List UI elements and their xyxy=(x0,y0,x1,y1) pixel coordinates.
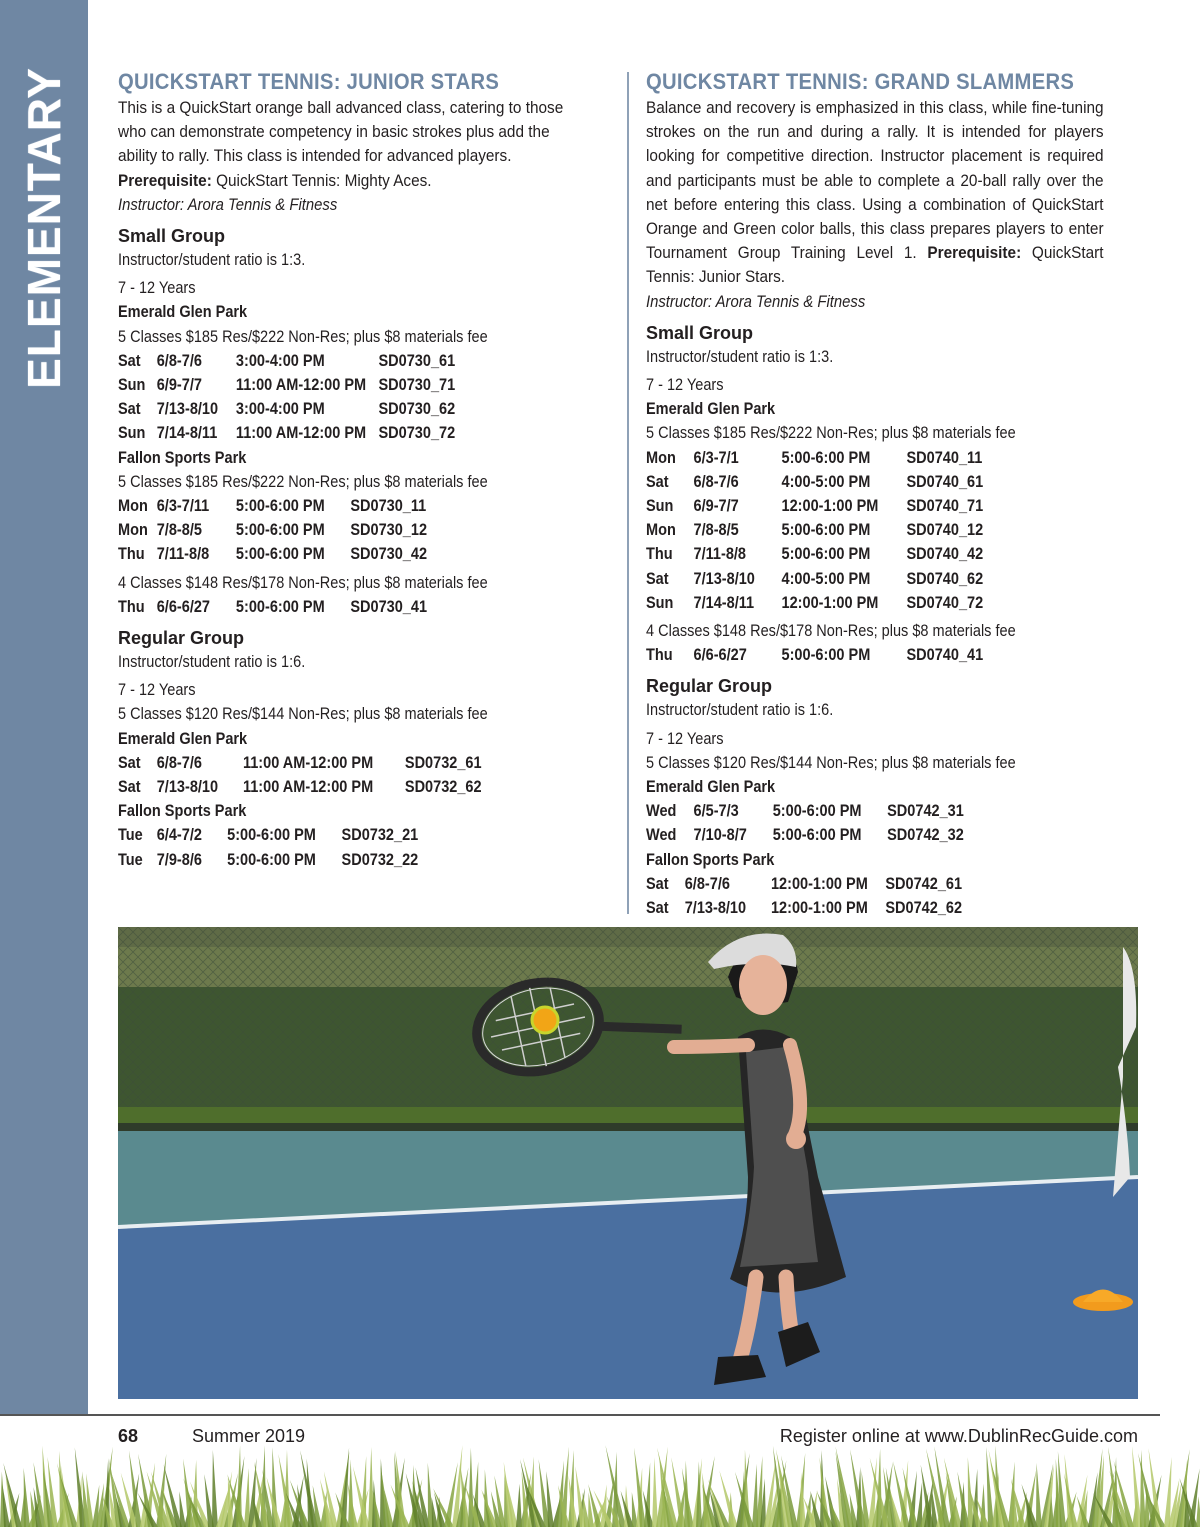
schedule-row xyxy=(646,896,1079,920)
schedule-dates: 7/11-8/8 xyxy=(156,545,210,564)
schedule-time: 12:00-1:00 PM xyxy=(781,593,879,612)
class-title: QUICKSTART TENNIS: JUNIOR STARS xyxy=(118,69,500,94)
schedule-dates: 6/8-7/6 xyxy=(693,472,739,491)
schedule-row xyxy=(118,397,558,421)
schedule-time: 4:00-5:00 PM xyxy=(781,472,871,491)
schedule-time: 5:00-6:00 PM xyxy=(781,448,871,467)
column-divider xyxy=(627,72,629,914)
schedule-day: Thu xyxy=(646,646,673,665)
age-range: 7 - 12 Years xyxy=(118,279,196,298)
schedule-row xyxy=(646,470,1079,494)
schedule-course-code: SD0732_22 xyxy=(341,850,419,869)
schedule-day: Sat xyxy=(646,874,669,893)
schedule-table xyxy=(118,751,618,799)
schedule-course-code: SD0740_71 xyxy=(906,497,984,516)
schedule-time: 5:00-6:00 PM xyxy=(235,545,325,564)
schedule-course-code: SD0730_61 xyxy=(378,351,456,370)
schedule-day: Sat xyxy=(118,777,141,796)
schedule-dates: 7/13-8/10 xyxy=(693,569,755,588)
schedule-dates: 6/9-7/7 xyxy=(156,376,202,395)
schedule-time: 12:00-1:00 PM xyxy=(770,898,868,917)
schedule-time: 5:00-6:00 PM xyxy=(227,826,316,845)
schedule-course-code: SD0742_31 xyxy=(887,802,964,821)
schedule-dates: 7/14-8/11 xyxy=(156,424,218,443)
schedule-course-code: SD0742_32 xyxy=(887,826,964,845)
schedule-dates: 7/13-8/10 xyxy=(156,400,219,419)
schedule-time: 12:00-1:00 PM xyxy=(781,497,879,516)
section-sidebar xyxy=(0,0,88,1415)
park-name: Emerald Glen Park xyxy=(118,303,248,322)
schedule-row xyxy=(118,349,558,373)
schedule-row xyxy=(646,567,1079,591)
park-name: Emerald Glen Park xyxy=(646,400,776,419)
schedule-course-code: SD0740_42 xyxy=(906,545,984,564)
price-line: 5 Classes $120 Res/$144 Non-Res; plus $8 materials fee xyxy=(118,705,488,724)
schedule-time: 11:00 AM-12:00 PM xyxy=(242,777,374,796)
grass-decoration xyxy=(0,1445,1200,1527)
schedule-day: Wed xyxy=(646,826,677,845)
schedule-row xyxy=(118,848,558,872)
schedule-dates: 7/8-8/5 xyxy=(156,521,202,540)
price-line: 4 Classes $148 Res/$178 Non-Res; plus $8 materials fee xyxy=(118,573,488,592)
schedule-dates: 7/13-8/10 xyxy=(684,898,747,917)
season-label: Summer 2019 xyxy=(192,1426,306,1446)
park-name: Fallon Sports Park xyxy=(118,448,247,467)
prerequisite-label: Prerequisite: xyxy=(927,244,1022,263)
schedule-course-code: SD0730_42 xyxy=(350,545,428,564)
schedule-row xyxy=(646,823,1079,847)
regular-group-heading: Regular Group xyxy=(118,627,245,648)
junior-stars-column xyxy=(118,68,618,872)
ratio-text: Instructor/student ratio is 1:3. xyxy=(118,251,306,270)
schedule-row xyxy=(118,542,558,566)
schedule-table xyxy=(646,643,1138,667)
description-text: This is a QuickStart orange ball advanced class, catering to those who can demonstrate competency in basic strokes plus add the ability to rally. This class is intended for advanced players. xyxy=(118,99,564,166)
schedule-row xyxy=(646,494,1079,518)
description-text: Balance and recovery is emphasized in this class, while fine-tuning strokes on the run and during a rally. It is intended for players looking for competitive direction. Instructor placement is required and participants must be able to complete a 20-ball rally over the net before entering this class. Using a combination of QuickStart Orange and Green color balls, this class prepares players to enter Tournament Group Training Level 1. xyxy=(646,99,1104,263)
class-description xyxy=(646,96,1104,290)
schedule-course-code: SD0732_21 xyxy=(341,826,419,845)
schedule-time: 4:00-5:00 PM xyxy=(781,569,871,588)
schedule-time: 5:00-6:00 PM xyxy=(235,496,325,515)
schedule-dates: 6/8-7/6 xyxy=(156,753,202,772)
schedule-dates: 6/9-7/7 xyxy=(693,497,739,516)
schedule-row xyxy=(646,542,1079,566)
schedule-day: Sun xyxy=(646,497,674,516)
age-range: 7 - 12 Years xyxy=(646,729,724,748)
schedule-row xyxy=(118,823,558,847)
schedule-table xyxy=(118,349,618,446)
schedule-course-code: SD0732_61 xyxy=(404,753,482,772)
prerequisite-label: Prerequisite: xyxy=(118,171,212,190)
schedule-row xyxy=(646,799,1079,823)
age-range: 7 - 12 Years xyxy=(118,681,196,700)
schedule-course-code: SD0730_72 xyxy=(378,424,456,443)
park-name: Emerald Glen Park xyxy=(118,729,248,748)
schedule-row xyxy=(646,591,1079,615)
schedule-table xyxy=(118,823,618,871)
schedule-course-code: SD0740_61 xyxy=(906,472,984,491)
schedule-row xyxy=(118,595,558,619)
schedule-day: Thu xyxy=(118,597,145,616)
park-name: Fallon Sports Park xyxy=(646,850,775,869)
schedule-table xyxy=(646,872,1138,920)
schedule-dates: 7/9-8/6 xyxy=(156,850,202,869)
price-line: 4 Classes $148 Res/$178 Non-Res; plus $8 materials fee xyxy=(646,621,1016,640)
schedule-time: 5:00-6:00 PM xyxy=(772,826,862,845)
schedule-dates: 6/4-7/2 xyxy=(156,826,202,845)
price-line: 5 Classes $185 Res/$222 Non-Res; plus $8 materials fee xyxy=(646,424,1016,443)
ratio-text: Instructor/student ratio is 1:6. xyxy=(118,652,306,671)
schedule-row xyxy=(118,494,558,518)
schedule-day: Mon xyxy=(646,521,676,540)
schedule-course-code: SD0730_11 xyxy=(350,496,427,515)
schedule-course-code: SD0742_62 xyxy=(885,898,963,917)
schedule-row xyxy=(646,518,1079,542)
small-group-heading: Small Group xyxy=(118,226,226,247)
schedule-day: Thu xyxy=(118,545,145,564)
instructor-line: Instructor: Arora Tennis & Fitness xyxy=(646,292,866,311)
page-number: 68 xyxy=(118,1426,139,1446)
schedule-day: Sat xyxy=(118,351,141,370)
schedule-dates: 6/8-7/6 xyxy=(684,874,730,893)
footer-rule xyxy=(0,1414,1160,1416)
class-description xyxy=(118,96,583,193)
schedule-table xyxy=(646,799,1138,847)
schedule-row xyxy=(118,775,558,799)
schedule-day: Thu xyxy=(646,545,673,564)
schedule-day: Mon xyxy=(118,521,148,540)
schedule-day: Sat xyxy=(118,400,141,419)
schedule-time: 11:00 AM-12:00 PM xyxy=(242,753,374,772)
schedule-row xyxy=(646,643,1079,667)
schedule-day: Sat xyxy=(646,569,669,588)
schedule-time: 5:00-6:00 PM xyxy=(772,802,862,821)
schedule-course-code: SD0740_41 xyxy=(906,646,984,665)
schedule-time: 5:00-6:00 PM xyxy=(235,597,325,616)
small-group-heading: Small Group xyxy=(646,322,754,343)
schedule-day: Mon xyxy=(118,496,148,515)
schedule-time: 5:00-6:00 PM xyxy=(781,646,871,665)
schedule-course-code: SD0730_71 xyxy=(378,376,456,395)
grand-slammers-column xyxy=(646,68,1138,920)
schedule-dates: 7/13-8/10 xyxy=(156,777,219,796)
schedule-dates: 7/10-8/7 xyxy=(693,826,747,845)
photo-illustration xyxy=(118,927,1138,1399)
schedule-dates: 6/3-7/1 xyxy=(693,448,739,467)
schedule-dates: 6/3-7/11 xyxy=(156,496,210,515)
schedule-day: Sun xyxy=(646,593,674,612)
schedule-day: Mon xyxy=(646,448,676,467)
schedule-table xyxy=(118,494,618,567)
schedule-dates: 7/14-8/11 xyxy=(693,593,755,612)
schedule-course-code: SD0742_61 xyxy=(885,874,963,893)
schedule-row xyxy=(646,446,1079,470)
schedule-day: Wed xyxy=(646,802,677,821)
schedule-time: 3:00-4:00 PM xyxy=(235,400,325,419)
schedule-table xyxy=(646,446,1138,615)
schedule-day: Sun xyxy=(118,424,146,443)
schedule-course-code: SD0730_12 xyxy=(350,521,428,540)
schedule-row xyxy=(118,751,558,775)
schedule-course-code: SD0730_62 xyxy=(378,400,456,419)
ratio-text: Instructor/student ratio is 1:6. xyxy=(646,701,834,720)
schedule-course-code: SD0732_62 xyxy=(404,777,482,796)
schedule-time: 5:00-6:00 PM xyxy=(781,521,871,540)
instructor-line: Instructor: Arora Tennis & Fitness xyxy=(118,195,338,214)
age-range: 7 - 12 Years xyxy=(646,376,724,395)
schedule-dates: 7/11-8/8 xyxy=(693,545,747,564)
prerequisite-value: QuickStart Tennis: Mighty Aces. xyxy=(211,171,432,190)
price-line: 5 Classes $120 Res/$144 Non-Res; plus $8 materials fee xyxy=(646,753,1016,772)
schedule-course-code: SD0740_62 xyxy=(906,569,984,588)
schedule-day: Tue xyxy=(118,850,143,869)
schedule-row xyxy=(118,518,558,542)
register-link-text: Register online at www.DublinRecGuide.com xyxy=(779,1426,1138,1446)
schedule-day: Sat xyxy=(646,472,669,491)
schedule-time: 5:00-6:00 PM xyxy=(781,545,871,564)
schedule-time: 12:00-1:00 PM xyxy=(770,874,868,893)
schedule-time: 11:00 AM-12:00 PM xyxy=(235,424,367,443)
schedule-day: Sun xyxy=(118,376,146,395)
schedule-dates: 6/8-7/6 xyxy=(156,351,202,370)
schedule-time: 11:00 AM-12:00 PM xyxy=(235,376,367,395)
schedule-row xyxy=(118,373,558,397)
schedule-time: 3:00-4:00 PM xyxy=(235,351,325,370)
schedule-day: Sat xyxy=(646,898,669,917)
schedule-time: 5:00-6:00 PM xyxy=(235,521,325,540)
park-name: Fallon Sports Park xyxy=(118,802,247,821)
price-line: 5 Classes $185 Res/$222 Non-Res; plus $8 materials fee xyxy=(118,327,488,346)
ratio-text: Instructor/student ratio is 1:3. xyxy=(646,347,834,366)
schedule-time: 5:00-6:00 PM xyxy=(227,850,316,869)
schedule-dates: 6/6-6/27 xyxy=(693,646,747,665)
schedule-dates: 6/6-6/27 xyxy=(156,597,211,616)
schedule-course-code: SD0740_12 xyxy=(906,521,984,540)
schedule-table xyxy=(118,595,618,619)
park-name: Emerald Glen Park xyxy=(646,777,776,796)
schedule-row xyxy=(118,421,558,445)
schedule-course-code: SD0740_72 xyxy=(906,593,984,612)
price-line: 5 Classes $185 Res/$222 Non-Res; plus $8 materials fee xyxy=(118,472,488,491)
schedule-row xyxy=(646,872,1079,896)
schedule-dates: 7/8-8/5 xyxy=(693,521,739,540)
schedule-day: Tue xyxy=(118,826,143,845)
regular-group-heading: Regular Group xyxy=(646,676,773,697)
class-title: QUICKSTART TENNIS: GRAND SLAMMERS xyxy=(646,69,1075,94)
schedule-course-code: SD0730_41 xyxy=(350,597,428,616)
schedule-day: Sat xyxy=(118,753,141,772)
tennis-player-photo xyxy=(118,927,1138,1399)
schedule-course-code: SD0740_11 xyxy=(906,448,983,467)
section-label: ELEMENTARY xyxy=(18,67,70,389)
schedule-dates: 6/5-7/3 xyxy=(693,802,739,821)
prerequisite-value: QuickStart Tennis: Junior Stars. xyxy=(646,244,1104,287)
